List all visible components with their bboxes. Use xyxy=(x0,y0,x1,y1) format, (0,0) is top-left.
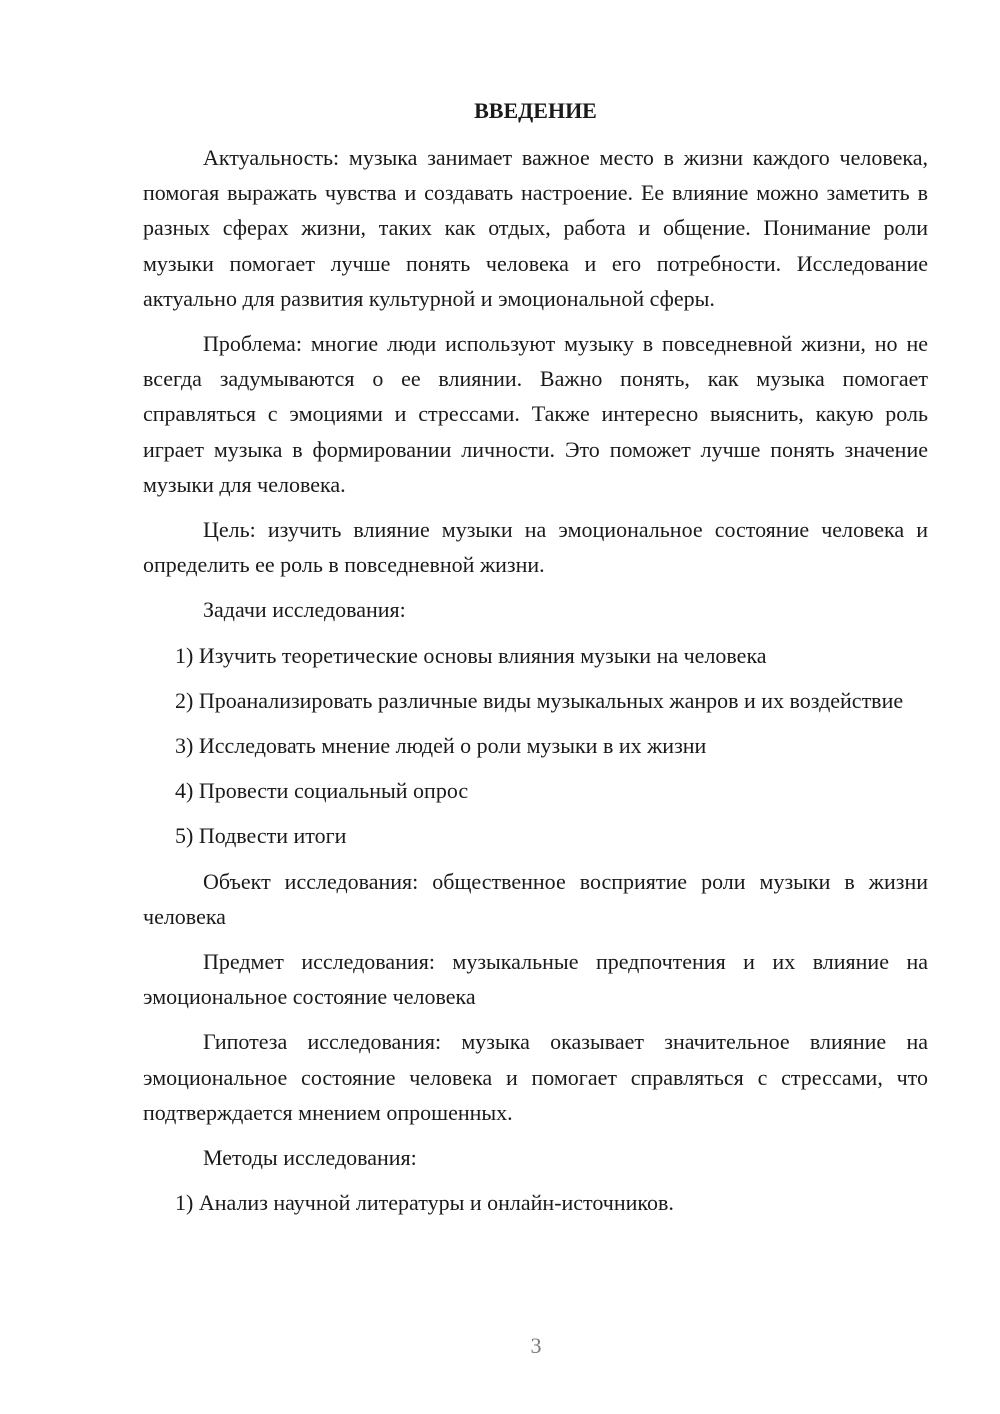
task-item: 3) Исследовать мнение людей о роли музыки в их жизни xyxy=(175,733,707,759)
goal-paragraph: Цель: изучить влияние музыки на эмоциональное состояние человека и определить ее роль в повседневной жизни. xyxy=(143,517,928,578)
tasks-heading: Задачи исследования: xyxy=(203,597,406,623)
problem-paragraph: Проблема: многие люди используют музыку в повседневной жизни, но не всегда задумываются о ее влиянии. Важно понять, как музыка помогает справляться с эмоциями и стрессами. Также интересно выяснить, какую роль играет музыка в формировании личности. Это поможет лучше понять значение музыки для человека. xyxy=(143,331,928,497)
page-number: 3 xyxy=(530,1333,542,1358)
relevance-paragraph: Актуальность: музыка занимает важное место в жизни каждого человека, помогая выражать чувства и создавать настроение. Ее влияние можно заметить в разных сферах жизни, таких как отдых, работа и общение. Понимание роли музыки помогает лучше понять человека и его потребности. Исследование актуально для развития культурной и эмоциональной сферы. xyxy=(143,145,928,311)
task-item: 2) Проанализировать различные виды музыкальных жанров и их воздействие xyxy=(175,687,904,713)
method-item: 1) Анализ научной литературы и онлайн-источников. xyxy=(175,1190,674,1216)
hypothesis-paragraph: Гипотеза исследования: музыка оказывает значительное влияние на эмоциональное состояние человека и помогает справляться с стрессами, что подтверждается мнением опрошенных. xyxy=(143,1029,928,1125)
section-title: ВВЕДЕНИЕ xyxy=(474,98,597,123)
task-item: 4) Провести социальный опрос xyxy=(175,778,469,804)
document-body xyxy=(143,94,928,1230)
subject-paragraph: Предмет исследования: музыкальные предпочтения и их влияние на эмоциональное состояние человека xyxy=(143,949,928,1010)
methods-heading: Методы исследования: xyxy=(203,1145,417,1171)
task-item: 5) Подвести итоги xyxy=(175,823,347,849)
object-paragraph: Объект исследования: общественное восприятие роли музыки в жизни человека xyxy=(143,868,928,929)
task-item: 1) Изучить теоретические основы влияния музыки на человека xyxy=(175,642,767,668)
